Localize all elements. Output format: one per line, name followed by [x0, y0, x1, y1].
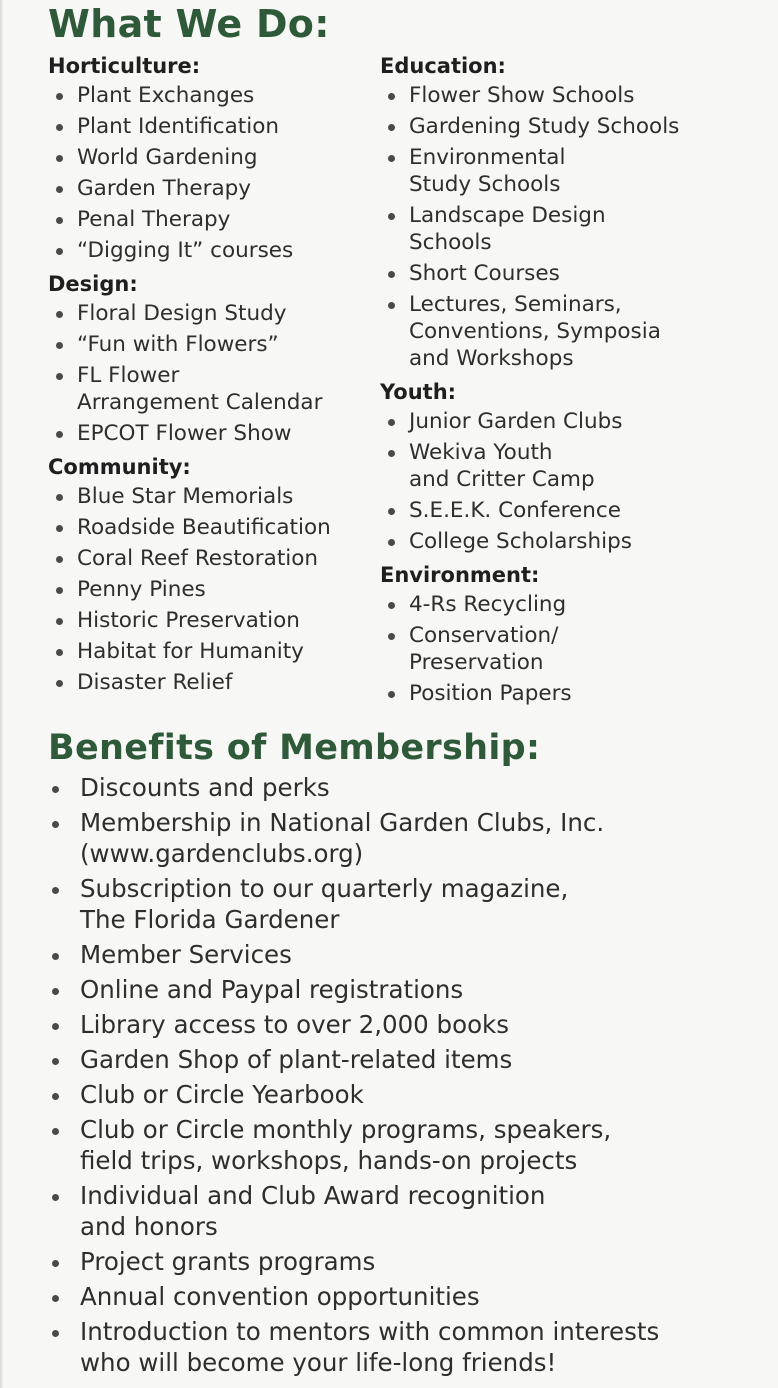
category-youth	[380, 378, 770, 557]
benefit-item-text: Discounts and perks	[80, 773, 330, 802]
list-item	[48, 329, 368, 360]
list-item-text: and Critter Camp	[409, 467, 595, 492]
category-community	[48, 453, 368, 698]
list-item	[48, 142, 368, 173]
list-item-text: Junior Garden Clubs	[409, 409, 623, 434]
category-items	[380, 406, 770, 557]
category-title: Environment:	[380, 563, 540, 587]
list-item-text: Disaster Relief	[77, 670, 233, 695]
bullet-icon	[52, 1260, 59, 1267]
benefits-heading: Benefits of Membership:	[48, 728, 541, 768]
list-item	[48, 204, 368, 235]
bullet-icon	[388, 602, 395, 609]
list-item	[380, 289, 770, 374]
list-item-text: EPCOT Flower Show	[77, 421, 292, 446]
list-item-text: Gardening Study Schools	[409, 114, 680, 139]
list-item-text: Historic Preservation	[77, 608, 300, 633]
list-item-text: Conventions, Symposia	[409, 319, 661, 344]
list-item-text: Penny Pines	[77, 577, 206, 602]
bullet-icon	[52, 1194, 59, 1201]
benefit-item-text: Garden Shop of plant-related items	[80, 1045, 513, 1074]
benefit-item-text: Online and Paypal registrations	[80, 975, 464, 1004]
list-item-text: Lectures, Seminars,	[409, 292, 622, 317]
list-item-text: S.E.E.K. Conference	[409, 498, 621, 523]
list-item	[380, 200, 770, 258]
benefit-item	[48, 1114, 768, 1176]
benefit-item	[48, 939, 768, 970]
what-we-do-heading: What We Do:	[48, 2, 330, 46]
category-items	[48, 80, 368, 266]
category-title: Education:	[380, 54, 506, 78]
bullet-icon	[56, 342, 63, 349]
bullet-icon	[388, 213, 395, 220]
list-item	[48, 512, 368, 543]
list-item-text: Flower Show Schools	[409, 83, 635, 108]
category-items	[48, 481, 368, 698]
list-item-text: Roadside Beautification	[77, 515, 331, 540]
bullet-icon	[388, 508, 395, 515]
list-item	[48, 636, 368, 667]
list-item	[48, 111, 368, 142]
bullet-icon	[388, 302, 395, 309]
list-item	[48, 605, 368, 636]
benefit-item	[48, 1044, 768, 1075]
list-item-text: FL Flower	[77, 363, 180, 388]
list-item-text: Schools	[409, 230, 492, 255]
benefit-item-text: The Florida Gardener	[80, 905, 340, 934]
bullet-icon	[388, 691, 395, 698]
bullet-icon	[56, 494, 63, 501]
list-item-text: Preservation	[409, 650, 544, 675]
bullet-icon	[388, 633, 395, 640]
bullet-icon	[56, 587, 63, 594]
bullet-icon	[56, 680, 63, 687]
bullet-icon	[56, 618, 63, 625]
list-item-text: “Digging It” courses	[77, 238, 294, 263]
bullet-icon	[56, 431, 63, 438]
category-title: Horticulture:	[48, 54, 201, 78]
list-item	[380, 495, 770, 526]
bullet-icon	[52, 1023, 59, 1030]
list-item-text: Position Papers	[409, 681, 572, 706]
list-item-text: “Fun with Flowers”	[77, 332, 279, 357]
category-education	[380, 52, 770, 374]
bullet-icon	[52, 786, 59, 793]
benefit-item-text: Member Services	[80, 940, 292, 969]
category-horticulture	[48, 52, 368, 266]
bullet-icon	[52, 1295, 59, 1302]
bullet-icon	[56, 93, 63, 100]
list-item-text: Habitat for Humanity	[77, 639, 304, 664]
bullet-icon	[56, 311, 63, 318]
list-item-text: Arrangement Calendar	[77, 390, 323, 415]
bullet-icon	[56, 649, 63, 656]
list-item	[380, 406, 770, 437]
benefit-item-text: Project grants programs	[80, 1247, 376, 1276]
list-item	[48, 173, 368, 204]
bullet-icon	[388, 539, 395, 546]
bullet-icon	[56, 217, 63, 224]
list-item-text: Blue Star Memorials	[77, 484, 294, 509]
list-item	[380, 678, 770, 709]
benefit-item-text: Club or Circle Yearbook	[80, 1080, 364, 1109]
bullet-icon	[52, 821, 59, 828]
benefit-item	[48, 1079, 768, 1110]
bullet-icon	[56, 373, 63, 380]
bullet-icon	[388, 419, 395, 426]
benefit-item-text: Library access to over 2,000 books	[80, 1010, 510, 1039]
fold-line	[0, 0, 3, 1388]
category-design	[48, 270, 368, 449]
list-item	[48, 235, 368, 266]
list-item-text: Plant Identification	[77, 114, 279, 139]
bullet-icon	[56, 556, 63, 563]
list-item-text: Floral Design Study	[77, 301, 287, 326]
list-item	[48, 418, 368, 449]
bullet-icon	[388, 271, 395, 278]
category-items	[48, 298, 368, 449]
benefit-item-text: Subscription to our quarterly magazine,	[80, 874, 569, 903]
list-item-text: Environmental	[409, 145, 566, 170]
bullet-icon	[56, 186, 63, 193]
benefit-item-text: Annual convention opportunities	[80, 1282, 480, 1311]
category-title: Youth:	[380, 380, 457, 404]
benefit-item-text: field trips, workshops, hands-on projects	[80, 1146, 578, 1175]
list-item	[48, 80, 368, 111]
bullet-icon	[388, 155, 395, 162]
list-item-text: Study Schools	[409, 172, 561, 197]
list-item	[48, 360, 368, 418]
list-item-text: Plant Exchanges	[77, 83, 255, 108]
list-item-text: Garden Therapy	[77, 176, 252, 201]
benefit-item	[48, 1009, 768, 1040]
list-item-text: College Scholarships	[409, 529, 632, 554]
list-item-text: Penal Therapy	[77, 207, 231, 232]
bullet-icon	[388, 93, 395, 100]
list-item	[380, 589, 770, 620]
benefit-item	[48, 807, 768, 869]
benefit-item	[48, 873, 768, 935]
list-item	[48, 481, 368, 512]
list-item	[380, 111, 770, 142]
list-item	[380, 437, 770, 495]
bullet-icon	[56, 525, 63, 532]
bullet-icon	[388, 450, 395, 457]
category-title: Community:	[48, 455, 191, 479]
list-item-text: Conservation/	[409, 623, 559, 648]
list-item	[48, 667, 368, 698]
list-item	[380, 142, 770, 200]
category-title: Design:	[48, 272, 138, 296]
bullet-icon	[56, 155, 63, 162]
bullet-icon	[52, 1058, 59, 1065]
bullet-icon	[52, 1093, 59, 1100]
activities-left-column	[48, 52, 368, 702]
category-items	[380, 589, 770, 709]
list-item-text: Wekiva Youth	[409, 440, 553, 465]
bullet-icon	[52, 988, 59, 995]
benefit-item-text: Membership in National Garden Clubs, Inc.	[80, 808, 605, 837]
benefit-item	[48, 1180, 768, 1242]
benefit-item-text: Introduction to mentors with common interests	[80, 1317, 660, 1346]
list-item-text: Coral Reef Restoration	[77, 546, 319, 571]
benefit-item	[48, 1316, 768, 1378]
category-environment	[380, 561, 770, 709]
benefit-item-text: who will become your life-long friends!	[80, 1348, 557, 1377]
list-item-text: 4-Rs Recycling	[409, 592, 567, 617]
list-item	[380, 620, 770, 678]
list-item	[380, 526, 770, 557]
list-item-text: and Workshops	[409, 346, 574, 371]
bullet-icon	[56, 248, 63, 255]
benefit-item-text: Individual and Club Award recognition	[80, 1181, 546, 1210]
bullet-icon	[52, 1128, 59, 1135]
bullet-icon	[52, 887, 59, 894]
benefit-item-text: Club or Circle monthly programs, speakers,	[80, 1115, 612, 1144]
list-item	[380, 258, 770, 289]
bullet-icon	[388, 124, 395, 131]
list-item	[380, 80, 770, 111]
bullet-icon	[52, 1330, 59, 1337]
benefit-item-text: and honors	[80, 1212, 218, 1241]
list-item-text: Short Courses	[409, 261, 560, 286]
bullet-icon	[52, 953, 59, 960]
activities-right-column	[380, 52, 770, 713]
list-item	[48, 543, 368, 574]
list-item-text: Landscape Design	[409, 203, 606, 228]
category-items	[380, 80, 770, 374]
benefit-item	[48, 1246, 768, 1277]
benefit-item	[48, 772, 768, 803]
benefit-item	[48, 974, 768, 1005]
benefit-item-text: (www.gardenclubs.org)	[80, 839, 364, 868]
list-item-text: World Gardening	[77, 145, 258, 170]
bullet-icon	[56, 124, 63, 131]
benefits-list	[48, 772, 768, 1382]
benefit-item	[48, 1281, 768, 1312]
list-item	[48, 574, 368, 605]
list-item	[48, 298, 368, 329]
